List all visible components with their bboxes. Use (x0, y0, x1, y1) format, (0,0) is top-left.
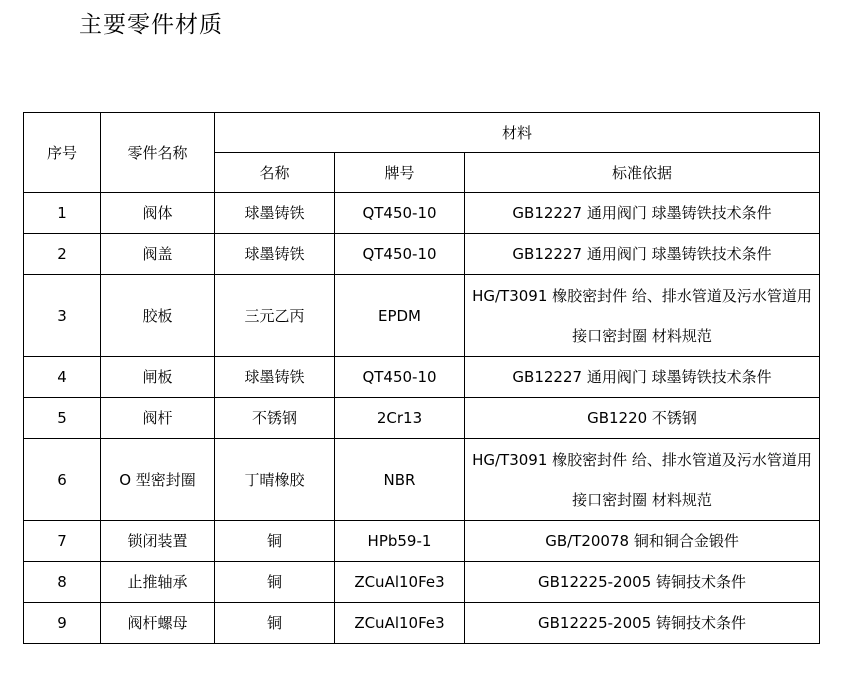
table-row (24, 521, 820, 562)
header-part-name: 零件名称 (101, 113, 215, 193)
table-row (24, 357, 820, 398)
cell-seq: 5 (24, 398, 101, 439)
cell-part: 胶板 (101, 275, 215, 357)
cell-part: 阀体 (101, 193, 215, 234)
cell-material: 球墨铸铁 (215, 234, 335, 275)
cell-standard: HG/T3091 橡胶密封件 给、排水管道及污水管道用接口密封圈 材料规范 (465, 439, 820, 521)
cell-seq: 6 (24, 439, 101, 521)
header-material: 材料 (215, 113, 820, 153)
table-row (24, 562, 820, 603)
cell-material: 铜 (215, 603, 335, 644)
header-standard: 标准依据 (465, 153, 820, 193)
cell-part: 阀杆螺母 (101, 603, 215, 644)
page-title: 主要零件材质 (79, 12, 223, 38)
cell-standard: GB12227 通用阀门 球墨铸铁技术条件 (465, 357, 820, 398)
cell-seq: 4 (24, 357, 101, 398)
cell-seq: 3 (24, 275, 101, 357)
cell-part: 锁闭装置 (101, 521, 215, 562)
cell-seq: 9 (24, 603, 101, 644)
cell-material: 三元乙丙 (215, 275, 335, 357)
cell-grade: NBR (335, 439, 465, 521)
cell-material: 铜 (215, 562, 335, 603)
cell-standard: GB12227 通用阀门 球墨铸铁技术条件 (465, 193, 820, 234)
cell-seq: 1 (24, 193, 101, 234)
cell-grade: EPDM (335, 275, 465, 357)
table-header-row (24, 113, 820, 153)
cell-material: 不锈钢 (215, 398, 335, 439)
table-row (24, 603, 820, 644)
cell-seq: 2 (24, 234, 101, 275)
header-grade: 牌号 (335, 153, 465, 193)
header-seq: 序号 (24, 113, 101, 193)
table-row (24, 234, 820, 275)
cell-material: 铜 (215, 521, 335, 562)
cell-standard: GB12227 通用阀门 球墨铸铁技术条件 (465, 234, 820, 275)
cell-seq: 7 (24, 521, 101, 562)
cell-part: 闸板 (101, 357, 215, 398)
table-row (24, 275, 820, 357)
cell-grade: ZCuAl10Fe3 (335, 562, 465, 603)
table-row (24, 193, 820, 234)
cell-seq: 8 (24, 562, 101, 603)
cell-part: 止推轴承 (101, 562, 215, 603)
cell-grade: ZCuAl10Fe3 (335, 603, 465, 644)
cell-grade: HPb59-1 (335, 521, 465, 562)
cell-grade: 2Cr13 (335, 398, 465, 439)
cell-part: 阀盖 (101, 234, 215, 275)
cell-grade: QT450-10 (335, 357, 465, 398)
cell-part: O 型密封圈 (101, 439, 215, 521)
table-row (24, 439, 820, 521)
header-material-name: 名称 (215, 153, 335, 193)
cell-standard: GB1220 不锈钢 (465, 398, 820, 439)
cell-part: 阀杆 (101, 398, 215, 439)
cell-standard: HG/T3091 橡胶密封件 给、排水管道及污水管道用接口密封圈 材料规范 (465, 275, 820, 357)
table-row (24, 398, 820, 439)
cell-grade: QT450-10 (335, 193, 465, 234)
materials-table (23, 112, 820, 644)
cell-material: 球墨铸铁 (215, 357, 335, 398)
cell-material: 球墨铸铁 (215, 193, 335, 234)
cell-standard: GB12225-2005 铸铜技术条件 (465, 603, 820, 644)
cell-standard: GB/T20078 铜和铜合金锻件 (465, 521, 820, 562)
cell-grade: QT450-10 (335, 234, 465, 275)
cell-standard: GB12225-2005 铸铜技术条件 (465, 562, 820, 603)
cell-material: 丁晴橡胶 (215, 439, 335, 521)
